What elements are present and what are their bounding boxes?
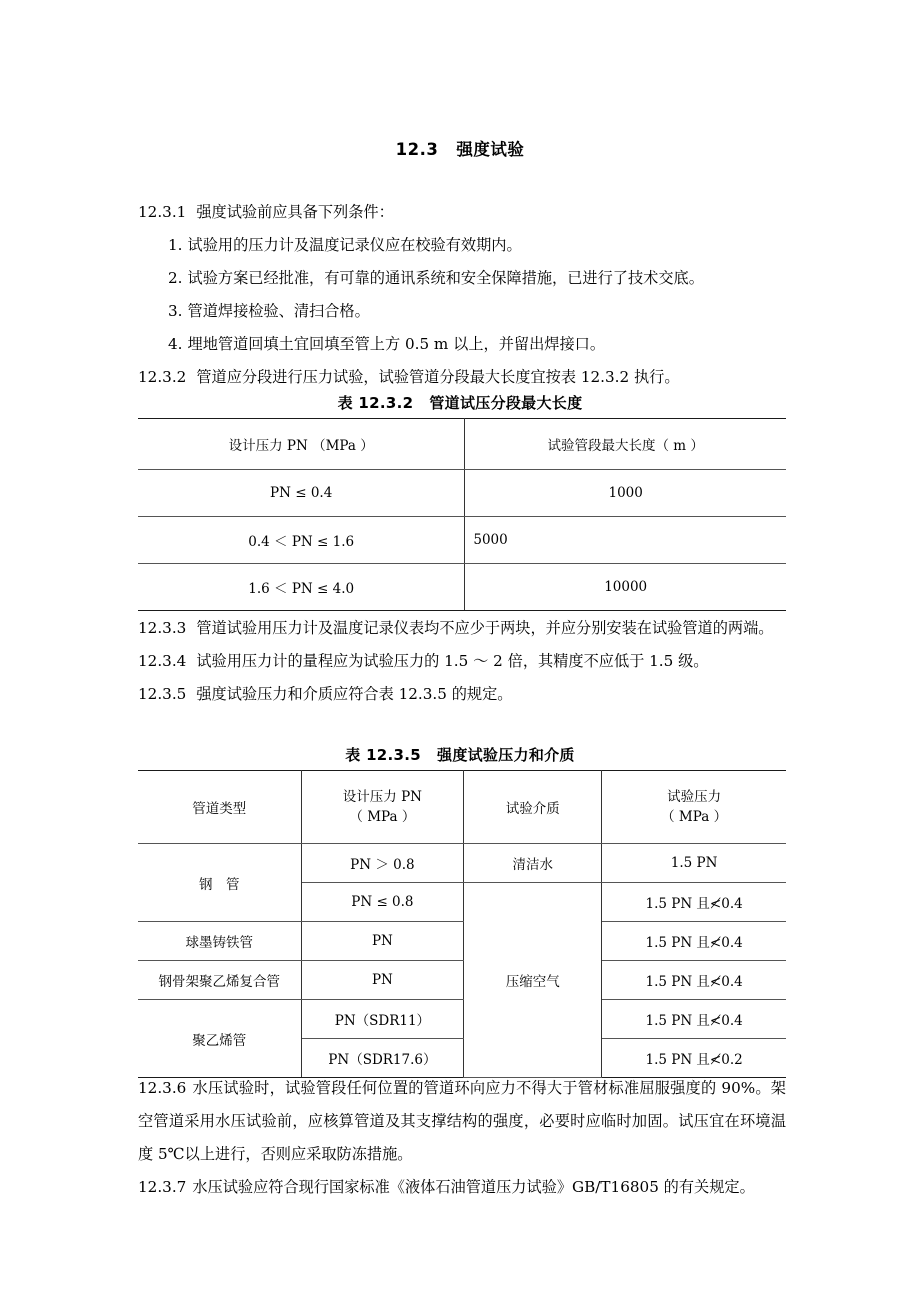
- table-2-caption: [0, 744, 920, 765]
- table-2-header-test-pressure: [602, 771, 786, 844]
- list-item-label: 试验方案已经批准，有可靠的通讯系统和安全保障措施，已进行了技术交底。: [187, 269, 704, 287]
- table-2-header-medium: 试验介质: [464, 771, 602, 844]
- list-item-number: 2.: [168, 269, 183, 287]
- paragraph-text: 水压试验时，试验管段任何位置的管道环向应力不得大于管材标准屈服强度的 90%。架空管道采用水压试验前，应核算管道及其支撑结构的强度，必要时应临时加固。试压宜在环境温度 5℃以上进行，否则应采取防冻措施。: [138, 1079, 786, 1163]
- table-2-header-pipe-type: 管道类型: [138, 771, 301, 844]
- table-2-cell-design-pressure: PN（SDR17.6）: [301, 1039, 464, 1078]
- section-title-text: 强度试验: [456, 140, 525, 159]
- table-strength-test-pressure-medium: [138, 770, 786, 1078]
- paragraph-text: 强度试验前应具备下列条件：: [196, 203, 394, 221]
- table-2-cell-design-pressure: PN: [301, 961, 464, 1000]
- table-2-cell-test-pressure: 1.5 PN: [602, 844, 786, 883]
- table-row: [138, 470, 786, 517]
- table-row: [138, 961, 786, 1000]
- table-1-caption-text: 管道试压分段最大长度: [429, 394, 583, 412]
- paragraph-12-3-2: [138, 361, 786, 394]
- paragraph-number: 12.3.1: [138, 203, 187, 221]
- table-1-header-max-length: 试验管段最大长度（ m ）: [465, 419, 786, 470]
- table-1-cell-length: 5000: [465, 517, 786, 564]
- table-1-cell-length: 1000: [465, 470, 786, 517]
- page-title: [0, 136, 920, 160]
- list-item-label: 试验用的压力计及温度记录仪应在校验有效期内。: [187, 236, 522, 254]
- table-2-caption-number: 表 12.3.5: [345, 746, 422, 764]
- table-2-cell-design-pressure: PN ＞ 0.8: [301, 844, 464, 883]
- table-2-cell-test-pressure: 1.5 PN 且≮0.4: [602, 922, 786, 961]
- table-1-caption: [0, 392, 920, 413]
- table-header-row: [138, 771, 786, 844]
- table-2-caption-text: 强度试验压力和介质: [437, 746, 575, 764]
- paragraph-12-3-7: [138, 1171, 786, 1204]
- table-1-cell-pressure: 1.6 ＜ PN ≤ 4.0: [138, 564, 465, 611]
- intro-text-block: [138, 196, 786, 394]
- paragraph-12-3-5: [138, 678, 786, 711]
- paragraph-12-3-4: [138, 645, 786, 678]
- paragraph-number: 12.3.6: [138, 1079, 187, 1097]
- table-pipe-test-max-length: [138, 418, 786, 611]
- table-2-header-design-pressure-line1: 设计压力 PN: [342, 789, 422, 805]
- list-item: [168, 229, 786, 262]
- table-1-cell-length: 10000: [465, 564, 786, 611]
- table-2-cell-pipe-type: 聚乙烯管: [138, 1000, 301, 1078]
- table-2-cell-pipe-type: 钢 管: [138, 844, 301, 922]
- table-2-cell-pipe-type: 球墨铸铁管: [138, 922, 301, 961]
- table-row: [138, 564, 786, 611]
- table-1-cell-pressure: PN ≤ 0.4: [138, 470, 465, 517]
- paragraph-12-3-1: [138, 196, 786, 229]
- list-item-number: 1.: [168, 236, 183, 254]
- paragraph-number: 12.3.2: [138, 368, 187, 386]
- table-row: [138, 844, 786, 883]
- table-1-header-design-pressure: 设计压力 PN （MPa ）: [138, 419, 465, 470]
- paragraph-text: 水压试验应符合现行国家标准《液体石油管道压力试验》GB/T16805 的有关规定。: [192, 1178, 755, 1196]
- list-item-number: 4.: [168, 335, 183, 353]
- table-row: [138, 517, 786, 564]
- table-1-cell-pressure: 0.4 ＜ PN ≤ 1.6: [138, 517, 465, 564]
- table-2-cell-design-pressure: PN（SDR11）: [301, 1000, 464, 1039]
- table-header-row: [138, 419, 786, 470]
- paragraph-12-3-3: [138, 612, 786, 645]
- table-row: [138, 922, 786, 961]
- list-item-label: 管道焊接检验、清扫合格。: [187, 302, 370, 320]
- paragraph-12-3-6: [138, 1072, 786, 1171]
- table-2-cell-test-pressure: 1.5 PN 且≮0.4: [602, 883, 786, 922]
- list-item: [168, 328, 786, 361]
- paragraph-number: 12.3.7: [138, 1178, 187, 1196]
- paragraph-text: 管道试验用压力计及温度记录仪表均不应少于两块，并应分别安装在试验管道的两端。: [196, 619, 774, 637]
- table-2-header-design-pressure: [301, 771, 464, 844]
- list-item-label: 埋地管道回填土宜回填至管上方 0.5 m 以上，并留出焊接口。: [187, 335, 606, 353]
- table-2-header-test-pressure-line2: （ MPa ）: [661, 809, 728, 825]
- table-2-cell-medium: 压缩空气: [464, 883, 602, 1078]
- table-2-header-design-pressure-line2: （ MPa ）: [349, 809, 416, 825]
- table-row: [138, 1000, 786, 1039]
- bottom-text-block: [138, 1072, 786, 1204]
- list-item-number: 3.: [168, 302, 183, 320]
- list-item: [168, 295, 786, 328]
- paragraph-number: 12.3.5: [138, 685, 187, 703]
- table-1-caption-number: 表 12.3.2: [337, 394, 414, 412]
- mid-text-block: [138, 612, 786, 711]
- paragraph-text: 试验用压力计的量程应为试验压力的 1.5 ～ 2 倍，其精度不应低于 1.5 级。: [196, 652, 709, 670]
- paragraph-number: 12.3.3: [138, 619, 187, 637]
- paragraph-text: 管道应分段进行压力试验，试验管道分段最大长度宜按表 12.3.2 执行。: [196, 368, 680, 386]
- table-2-cell-test-pressure: 1.5 PN 且≮0.2: [602, 1039, 786, 1078]
- paragraph-number: 12.3.4: [138, 652, 187, 670]
- table-2-cell-design-pressure: PN ≤ 0.8: [301, 883, 464, 922]
- section-number: 12.3: [395, 140, 439, 159]
- table-2-header-test-pressure-line1: 试验压力: [667, 789, 722, 805]
- table-2-cell-design-pressure: PN: [301, 922, 464, 961]
- table-2-cell-pipe-type: 钢骨架聚乙烯复合管: [138, 961, 301, 1000]
- table-2-cell-test-pressure: 1.5 PN 且≮0.4: [602, 961, 786, 1000]
- list-item: [168, 262, 786, 295]
- paragraph-text: 强度试验压力和介质应符合表 12.3.5 的规定。: [196, 685, 513, 703]
- table-2-cell-test-pressure: 1.5 PN 且≮0.4: [602, 1000, 786, 1039]
- table-2-cell-medium: 清洁水: [464, 844, 602, 883]
